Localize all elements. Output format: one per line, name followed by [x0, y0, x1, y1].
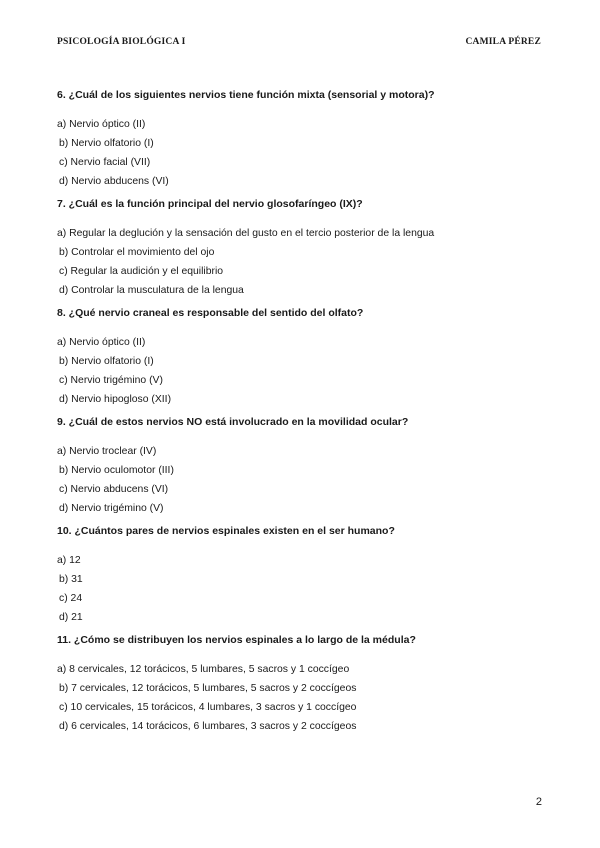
- option-list: [57, 118, 557, 188]
- option-list: [57, 227, 557, 297]
- option-c: c) Nervio abducens (VI): [59, 484, 169, 495]
- page-number: 2: [535, 796, 542, 808]
- question-8: [57, 307, 557, 406]
- option-d: d) Nervio trigémino (V): [59, 503, 164, 514]
- option-b: b) Nervio olfatorio (I): [59, 138, 154, 149]
- option-list: [57, 336, 557, 406]
- question-title: 9. ¿Cuál de estos nervios NO está involucrado en la movilidad ocular?: [57, 416, 409, 428]
- question-title: 7. ¿Cuál es la función principal del nervio glosofaríngeo (IX)?: [57, 198, 363, 210]
- header-course-title: PSICOLOGÍA BIOLÓGICA I: [57, 37, 186, 47]
- option-c: c) 24: [59, 593, 83, 604]
- question-9: [57, 416, 557, 515]
- question-title: 11. ¿Cómo se distribuyen los nervios espinales a lo largo de la médula?: [57, 634, 416, 646]
- option-b: b) Nervio oculomotor (III): [59, 465, 174, 476]
- option-c: c) 10 cervicales, 15 torácicos, 4 lumbares, 3 sacros y 1 coccígeo: [59, 702, 357, 713]
- question-6: [57, 89, 557, 188]
- option-b: b) Controlar el movimiento del ojo: [59, 247, 215, 258]
- option-c: c) Nervio facial (VII): [59, 157, 151, 168]
- option-list: [57, 554, 557, 624]
- option-a: a) 8 cervicales, 12 torácicos, 5 lumbares, 5 sacros y 1 coccígeo: [57, 664, 350, 675]
- question-list: [57, 89, 557, 743]
- option-d: d) 6 cervicales, 14 torácicos, 6 lumbares, 3 sacros y 2 coccígeos: [59, 721, 357, 732]
- option-d: d) Nervio abducens (VI): [59, 176, 169, 187]
- header-author-name: CAMILA PÉREZ: [465, 37, 541, 47]
- option-a: a) 12: [57, 555, 81, 566]
- question-7: [57, 198, 557, 297]
- option-a: a) Regular la deglución y la sensación del gusto en el tercio posterior de la lengua: [57, 228, 435, 239]
- option-b: b) 7 cervicales, 12 torácicos, 5 lumbares, 5 sacros y 2 coccígeos: [59, 683, 357, 694]
- question-title: 8. ¿Qué nervio craneal es responsable del sentido del olfato?: [57, 307, 364, 319]
- option-b: b) 31: [59, 574, 83, 585]
- option-a: a) Nervio troclear (IV): [57, 446, 157, 457]
- option-c: c) Nervio trigémino (V): [59, 375, 163, 386]
- option-a: a) Nervio óptico (II): [57, 337, 146, 348]
- option-d: d) Nervio hipogloso (XII): [59, 394, 172, 405]
- option-d: d) Controlar la musculatura de la lengua: [59, 285, 244, 296]
- option-a: a) Nervio óptico (II): [57, 119, 146, 130]
- question-title: 6. ¿Cuál de los siguientes nervios tiene función mixta (sensorial y motora)?: [57, 89, 435, 101]
- option-list: [57, 445, 557, 515]
- option-c: c) Regular la audición y el equilibrio: [59, 266, 224, 277]
- question-title: 10. ¿Cuántos pares de nervios espinales existen en el ser humano?: [57, 525, 395, 537]
- option-b: b) Nervio olfatorio (I): [59, 356, 154, 367]
- question-11: [57, 634, 557, 733]
- question-10: [57, 525, 557, 624]
- option-d: d) 21: [59, 612, 83, 623]
- option-list: [57, 663, 557, 733]
